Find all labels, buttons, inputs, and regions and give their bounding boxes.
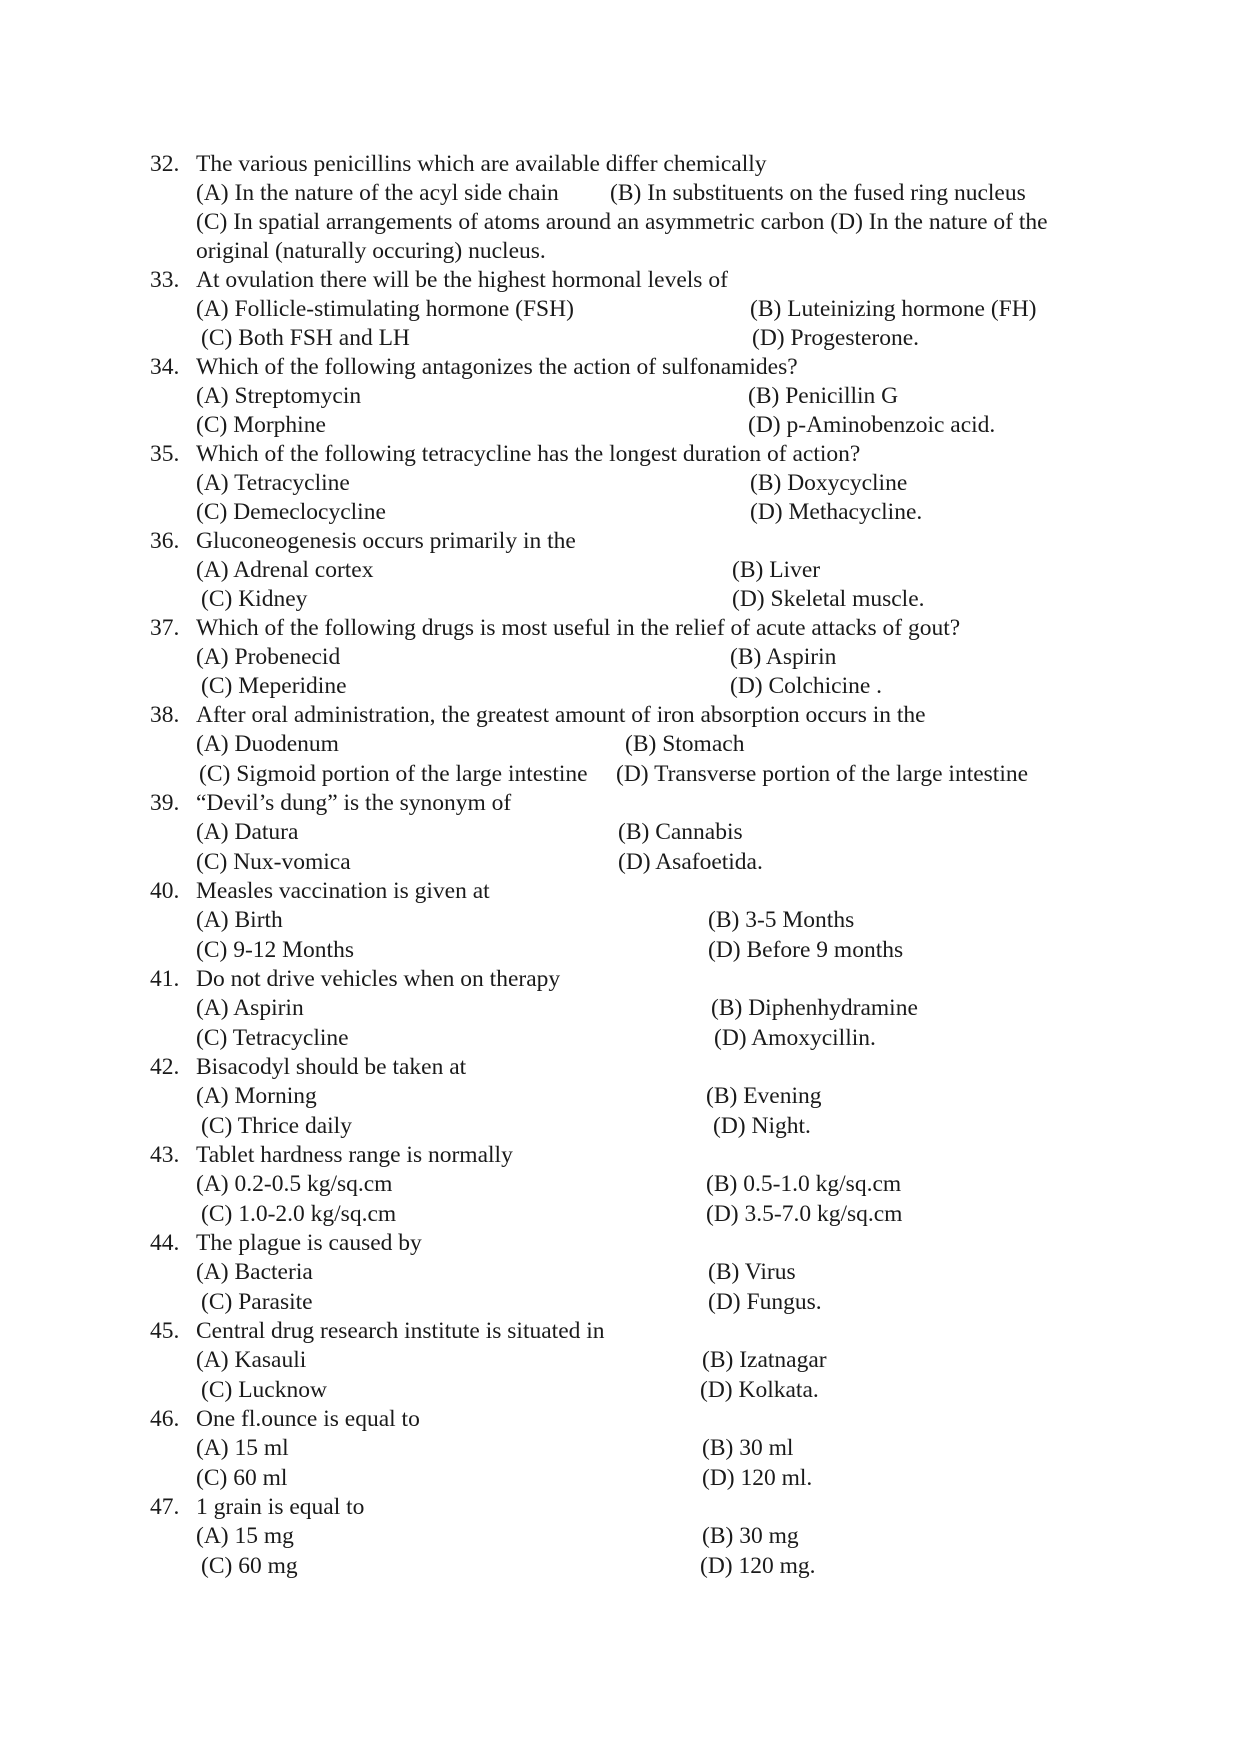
option-b: (B) Izatnagar	[702, 1347, 827, 1373]
question-number: 40.	[150, 878, 180, 904]
question-33	[150, 266, 1090, 353]
option-a: (A) 15 ml	[196, 1435, 289, 1461]
question-43	[150, 1141, 1090, 1229]
question-text: “Devil’s dung” is the synonym of	[196, 790, 512, 816]
option-d: (D) Kolkata.	[700, 1377, 819, 1403]
option-c: (C) Morphine	[196, 412, 326, 438]
option-b: (B) Stomach	[625, 731, 745, 757]
question-text: Central drug research institute is situated in	[196, 1318, 605, 1344]
question-number: 33.	[150, 267, 180, 293]
question-36	[150, 527, 1090, 614]
question-text: The plague is caused by	[196, 1230, 422, 1256]
option-c: (C) Demeclocycline	[196, 499, 386, 525]
option-a: (A) Datura	[196, 819, 299, 845]
option-d: (D) 120 mg.	[700, 1553, 816, 1579]
option-a: (A) Morning	[196, 1083, 317, 1109]
option-c: (C) Nux-vomica	[196, 849, 351, 875]
option-d: (D) Night.	[713, 1113, 811, 1139]
option-b: (B) Cannabis	[618, 819, 743, 845]
question-47	[150, 1493, 1090, 1581]
option-a: (A) 15 mg	[196, 1523, 294, 1549]
option-c: (C) Lucknow	[201, 1377, 327, 1403]
option-b: (B) Penicillin G	[748, 383, 899, 409]
option-d: (D) Skeletal muscle.	[732, 586, 925, 612]
option-d: (D) Progesterone.	[752, 325, 920, 351]
question-number: 38.	[150, 702, 180, 728]
question-number: 45.	[150, 1318, 180, 1344]
option-b: (B) Diphenhydramine	[711, 995, 918, 1021]
option-c-d: (C) In spatial arrangements of atoms around an asymmetric carbon (D) In the nature of the original (naturally occuring) nucleus.	[196, 209, 1048, 264]
question-text: Measles vaccination is given at	[196, 878, 490, 904]
option-c: (C) Thrice daily	[201, 1113, 352, 1139]
option-c: (C) Kidney	[201, 586, 308, 612]
question-number: 35.	[150, 441, 180, 467]
question-34	[150, 353, 1090, 440]
question-42	[150, 1053, 1090, 1141]
question-text: Which of the following drugs is most useful in the relief of acute attacks of gout?	[196, 615, 961, 641]
question-text: Which of the following tetracycline has the longest duration of action?	[196, 441, 861, 467]
option-c: (C) 60 ml	[196, 1465, 288, 1491]
option-b: (B) Doxycycline	[750, 470, 908, 496]
question-number: 37.	[150, 615, 180, 641]
question-text: Gluconeogenesis occurs primarily in the	[196, 528, 576, 554]
option-a: (A) 0.2-0.5 kg/sq.cm	[196, 1171, 393, 1197]
option-b: (B) 3-5 Months	[708, 907, 855, 933]
option-d: (D) p-Aminobenzoic acid.	[748, 412, 996, 438]
question-text: The various penicillins which are available differ chemically	[196, 151, 767, 177]
option-c: (C) Both FSH and LH	[201, 325, 410, 351]
question-text: 1 grain is equal to	[196, 1494, 365, 1520]
question-35	[150, 440, 1090, 527]
option-d: (D) 3.5-7.0 kg/sq.cm	[706, 1201, 903, 1227]
question-number: 47.	[150, 1494, 180, 1520]
question-44	[150, 1229, 1090, 1317]
option-a: (A) Kasauli	[196, 1347, 307, 1373]
question-number: 41.	[150, 966, 180, 992]
question-40	[150, 877, 1090, 965]
option-d: (D) Amoxycillin.	[714, 1025, 876, 1051]
option-c: (C) 60 mg	[201, 1553, 298, 1579]
option-a: (A) Birth	[196, 907, 283, 933]
option-d: (D) Fungus.	[708, 1289, 822, 1315]
option-d: (D) Methacycline.	[750, 499, 923, 525]
option-c: (C) Tetracycline	[196, 1025, 349, 1051]
option-c: (C) Parasite	[201, 1289, 313, 1315]
question-number: 46.	[150, 1406, 180, 1432]
question-text: One fl.ounce is equal to	[196, 1406, 420, 1432]
option-b: (B) Liver	[732, 557, 821, 583]
option-b: (B) Evening	[706, 1083, 822, 1109]
option-a: (A) Bacteria	[196, 1259, 313, 1285]
option-b: (B) Luteinizing hormone (FH)	[750, 296, 1037, 322]
option-a: (A) Follicle-stimulating hormone (FSH)	[196, 296, 574, 322]
option-a: (A) Adrenal cortex	[196, 557, 374, 583]
option-d: (D) Colchicine .	[730, 673, 883, 699]
question-number: 42.	[150, 1054, 180, 1080]
question-text: At ovulation there will be the highest hormonal levels of	[196, 267, 728, 293]
option-b: (B) 30 mg	[702, 1523, 799, 1549]
option-d: (D) Transverse portion of the large intestine	[616, 761, 1029, 787]
question-38	[150, 701, 1090, 789]
option-c: (C) 1.0-2.0 kg/sq.cm	[201, 1201, 397, 1227]
option-b: (B) 0.5-1.0 kg/sq.cm	[706, 1171, 902, 1197]
question-37	[150, 614, 1090, 701]
question-text: Bisacodyl should be taken at	[196, 1054, 467, 1080]
option-a: (A) Streptomycin	[196, 383, 362, 409]
question-text: After oral administration, the greatest amount of iron absorption occurs in the	[196, 702, 926, 728]
option-b: (B) Virus	[708, 1259, 796, 1285]
option-d: (D) Before 9 months	[708, 937, 904, 963]
question-number: 36.	[150, 528, 180, 554]
option-d: (D) 120 ml.	[702, 1465, 813, 1491]
question-number: 32.	[150, 151, 180, 177]
option-a: (A) Duodenum	[196, 731, 339, 757]
question-text: Tablet hardness range is normally	[196, 1142, 513, 1168]
option-a: (A) In the nature of the acyl side chain	[196, 180, 559, 206]
option-a: (A) Probenecid	[196, 644, 341, 670]
question-39	[150, 789, 1090, 877]
option-a: (A) Aspirin	[196, 995, 304, 1021]
question-number: 39.	[150, 790, 180, 816]
question-number: 44.	[150, 1230, 180, 1256]
option-b: (B) In substituents on the fused ring nucleus	[610, 180, 1026, 206]
question-number: 34.	[150, 354, 180, 380]
question-text: Which of the following antagonizes the action of sulfonamides?	[196, 354, 798, 380]
question-45	[150, 1317, 1090, 1405]
option-c: (C) 9-12 Months	[196, 937, 354, 963]
option-b: (B) Aspirin	[730, 644, 837, 670]
option-b: (B) 30 ml	[702, 1435, 794, 1461]
question-32	[150, 150, 1090, 266]
question-46	[150, 1405, 1090, 1493]
option-a: (A) Tetracycline	[196, 470, 350, 496]
question-text: Do not drive vehicles when on therapy	[196, 966, 561, 992]
option-c: (C) Meperidine	[201, 673, 347, 699]
option-d: (D) Asafoetida.	[618, 849, 763, 875]
question-number: 43.	[150, 1142, 180, 1168]
question-41	[150, 965, 1090, 1053]
option-c: (C) Sigmoid portion of the large intestine	[199, 761, 588, 787]
